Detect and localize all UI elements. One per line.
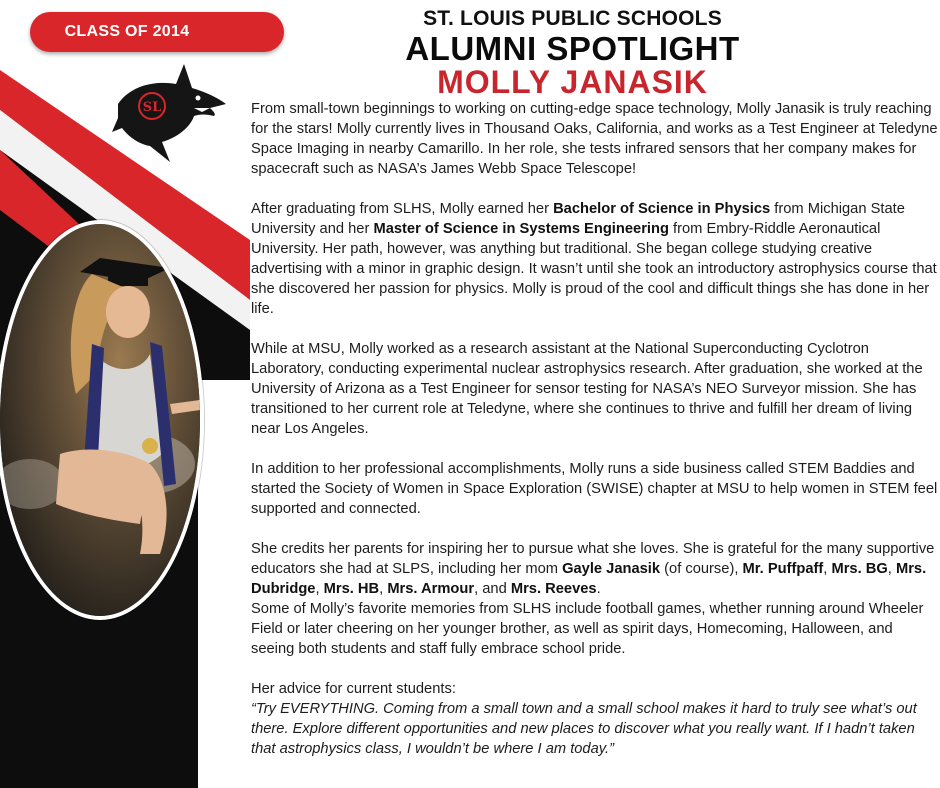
educator-name: Mrs. HB [323, 581, 380, 597]
logo-monogram: SL [142, 100, 162, 115]
educator-name: Gayle Janasik [562, 561, 661, 577]
class-year-text: CLASS OF 2014 [64, 23, 190, 40]
educators-paragraph [251, 539, 939, 659]
article-body [251, 99, 939, 759]
educator-name: Mrs. BG [831, 561, 888, 577]
memories-text: Some of Molly’s favorite memories from SLHS include football games, whether running around Wheeler Field or later cheering on her younger brother, as well as spirit days, Homecoming, Halloween, and seeing both students and staff fully embrace school pride. [251, 601, 924, 657]
text-run: After graduating from SLHS, Molly earned her [251, 201, 554, 217]
advice-label: Her advice for current students: [251, 681, 456, 697]
educator-name: Mr. Puffpaff [742, 561, 824, 577]
text-run: , and [474, 581, 511, 597]
text-run: . [596, 581, 601, 597]
side-business-paragraph: In addition to her professional accomplishments, Molly runs a side business called STEM Baddies and started the Society of Women in Space Exploration (SWISE) chapter at MSU to help women in STEM feel supported and connected. [251, 461, 938, 517]
school-name: ST. LOUIS PUBLIC SCHOOLS [423, 7, 722, 30]
advice-quote [251, 699, 939, 759]
text-run: , [315, 581, 324, 597]
educator-name: Mrs. Reeves [510, 581, 597, 597]
career-paragraph: While at MSU, Molly worked as a research assistant at the National Superconducting Cyclotron Laboratory, conducting experimental nuclear astrophysics research. After graduation, she worked at the University of Arizona as a Test Engineer for sensor testing for NASA’s NEO Surveyor mission. She has transitioned to her current role at Teledyne, where she continues to thrive and fulfill her dream of living near Los Angeles. [251, 341, 923, 437]
page-header [330, 6, 815, 98]
text-run: , [887, 561, 896, 577]
degree-physics: Bachelor of Science in Physics [553, 201, 771, 217]
intro-paragraph: From small-town beginnings to working on cutting-edge space technology, Molly Janasik is truly reaching for the stars! Molly currently lives in Thousand Oaks, California, and works as a Test Engineer at Teledyne Space Imaging in nearby Camarillo. In her role, she tests infrared sensors that her company makes for spacecraft such as NASA’s James Webb Space Telescope! [251, 101, 938, 177]
text-run: , [379, 581, 388, 597]
page-title: ALUMNI SPOTLIGHT [405, 30, 740, 67]
text-run: , [823, 561, 832, 577]
educator-name: Mrs. Armour [387, 581, 475, 597]
text-run: (of course), [660, 561, 743, 577]
education-paragraph [251, 199, 939, 319]
alumni-name: MOLLY JANASIK [437, 64, 708, 100]
class-year-badge [30, 12, 284, 52]
text-run: from Michigan State University and her [251, 201, 905, 237]
educator-name: Mrs. Dubridge [251, 561, 927, 597]
shark-mascot-icon [110, 58, 228, 170]
text-run: She credits her parents for inspiring her to pursue what she loves. She is grateful for the many supportive educators she had at SLPS, including her mom [251, 541, 935, 577]
graduate-photo [0, 220, 204, 620]
text-run: from Embry-Riddle Aeronautical University. Her path, however, was anything but traditional. She began college studying creative advertising with a minor in graphic design. It wasn’t until she took an introductory astrophysics course that she discovered her passion for physics. Molly is proud of the cool and difficult things she has done in her life. [251, 221, 937, 317]
quote-text: “Try EVERYTHING. Coming from a small town and a small school makes it hard to truly see what’s out there. Explore different opportunities and new places to discover what you really want. If I hadn’t taken that astrophysics class, I wouldn’t be where I am today.” [251, 701, 917, 757]
degree-systems-engineering: Master of Science in Systems Engineering [373, 221, 669, 237]
